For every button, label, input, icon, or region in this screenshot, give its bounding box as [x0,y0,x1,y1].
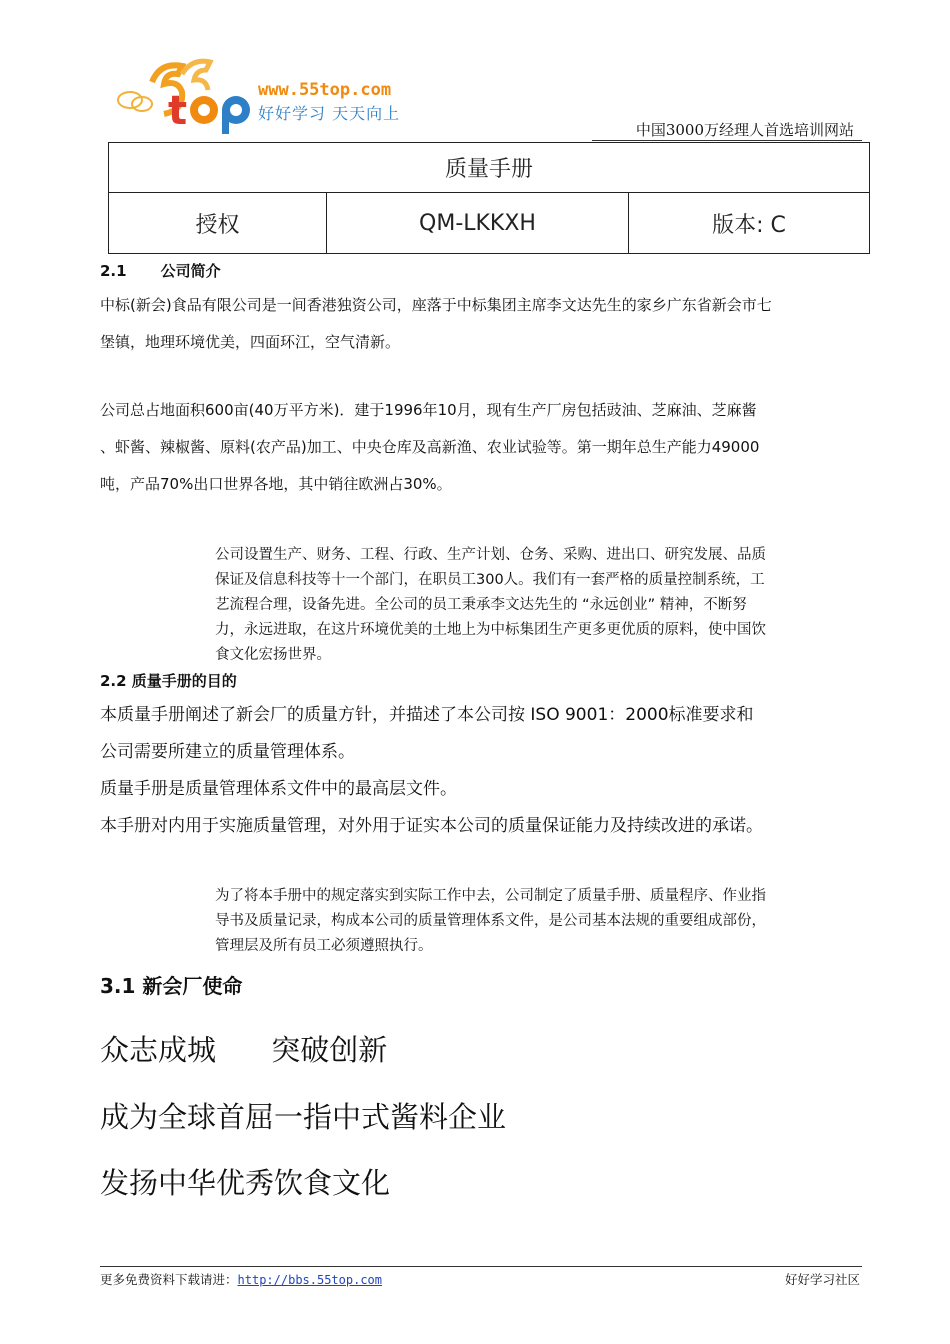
text-line: 为了将本手册中的规定落实到实际工作中去，公司制定了质量手册、质量程序、作业指 [215,888,766,904]
logo-slogan: 好好学习 天天向上 [258,104,401,123]
text-line: 、虾酱、辣椒酱、原料(农产品)加工、中央仓库及高新渔、农业试验等。第一期年总生产能力49000 [100,438,760,456]
text-line: 本手册对内用于实施质量管理，对外用于证实本公司的质量保证能力及持续改进的承诺。 [100,816,763,836]
footer-link[interactable]: http://bbs.55top.com [237,1273,383,1287]
document-title-table [108,142,870,254]
header-tagline: 中国3000万经理人首选培训网站 [635,121,854,139]
authorization-cell: 授权 [109,193,327,254]
purpose-paragraph [100,697,763,845]
text-line: 艺流程合理，设备先进。全公司的员工秉承李文达先生的 “永远创业” 精神，不断努 [215,597,747,613]
document-code-cell: QM-LKKXH [327,193,629,254]
logo-url-text: www.55top.com [258,80,392,100]
text-line: 质量手册是质量管理体系文件中的最高层文件。 [100,779,457,799]
text-line: 吨，产品70%出口世界各地，其中销往欧洲占30%。 [100,475,452,493]
text-line: 力，永远进取，在这片环境优美的土地上为中标集团生产更多更优质的原料，使中国饮 [215,622,766,638]
text-line: 公司需要所建立的质量管理体系。 [100,742,355,762]
section-2-2-heading: 2.2 质量手册的目的 [100,672,237,690]
text-line: 管理层及所有员工必须遵照执行。 [215,938,433,954]
logo-55top-icon [112,52,262,142]
section-number: 2.1 [100,262,127,280]
section-2-1-heading [100,260,221,281]
svg-text:t: t [168,88,188,134]
purpose-indented-paragraph [215,884,766,959]
text-line: 导书及质量记录，构成本公司的质量管理体系文件，是公司基本法规的重要组成部份， [215,913,766,929]
text-line: 中标(新会)食品有限公司是一间香港独资公司，座落于中标集团主席李文达先生的家乡广东省新会市七 [100,296,772,314]
footer-download-note [100,1270,382,1288]
version-cell: 版本: C [629,193,870,254]
text-line: 本质量手册阐述了新会厂的质量方针，并描述了本公司按 ISO 9001：2000标准要求和 [100,705,754,725]
text-line: 保证及信息科技等十一个部门，在职员工300人。我们有一套严格的质量控制系统，工 [215,572,765,588]
header-divider [592,140,862,141]
document-title: 质量手册 [109,143,870,193]
mission-line-3: 发扬中华优秀饮食文化 [100,1166,391,1200]
footer-community: 好好学习社区 [784,1272,860,1287]
intro-paragraph-2 [100,392,759,503]
mission-line-1: 众志成城 突破创新 [100,1033,388,1067]
text-line: 食文化宏扬世界。 [215,647,331,663]
intro-indented-paragraph [215,543,766,668]
text-line: 公司设置生产、财务、工程、行政、生产计划、仓务、采购、进出口、研究发展、品质 [215,547,766,563]
mission-line-2: 成为全球首屈一指中式酱料企业 [100,1100,507,1134]
intro-paragraph-1 [100,287,772,361]
text-line: 堡镇，地理环境优美，四面环江，空气清新。 [100,333,401,351]
section-title: 公司简介 [160,262,221,280]
footer-divider [100,1266,862,1267]
section-3-1-heading: 3.1 新会厂使命 [100,974,243,998]
footer-label: 更多免费资料下载请进： [100,1272,238,1287]
text-line: 公司总占地面积600亩(40万平方米)．建于1996年10月，现有生产厂房包括豉油、芝麻油、芝麻酱 [100,401,757,419]
